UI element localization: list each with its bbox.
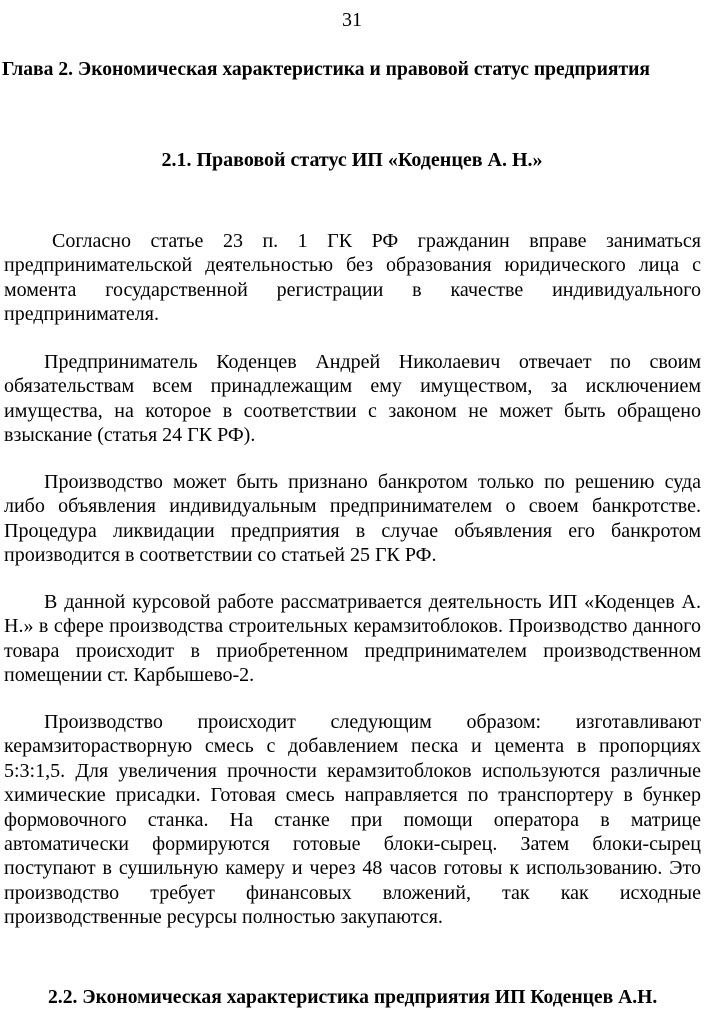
paragraph-5: Производство происходит следующим образом: изготавливают керамзиторастворную смесь с добавлением песка и цемента в пропорциях 5:3:1,5. Для увеличения прочности керамзитоблоков используются различные химические присадки. Готовая смесь направляется по транспортеру в бункер формовочного станка. На станке при помощи оператора в матрице автоматически формируются готовые блоки-сырец. Затем блоки-сырец поступают в сушильную камеру и через 48 часов готовы к использованию. Это производство требует финансовых вложений, так как исходные производственные ресурсы полностью закупаются. [4, 711, 701, 929]
paragraph-1: Согласно статье 23 п. 1 ГК РФ гражданин вправе заниматься предпринимательской деятельностью без образования юридического лица с момента государственной регистрации в качестве индивидуального предпринимателя. [4, 230, 701, 326]
page-number: 31 [342, 9, 362, 31]
chapter-title: Глава 2. Экономическая характеристика и правовой статус предприятия [2, 59, 650, 80]
paragraph-3: Производство может быть признано банкротом только по решению суда либо объявления индивидуальным предпринимателем о своем банкротстве. Процедура ликвидации предприятия в случае объявления его банкротом производится в соответствии со статьей 25 ГК РФ. [4, 471, 701, 567]
paragraph-4: В данной курсовой работе рассматривается деятельность ИП «Коденцев А. Н.» в сфере производства строительных керамзитоблоков. Производство данного товара происходит в приобретенном предпринимателем производственном помещении ст. Карбышево-2. [4, 591, 701, 687]
paragraph-2: Предприниматель Коденцев Андрей Николаевич отвечает по своим обязательствам всем принадлежащим ему имуществом, за исключением имущества, на которое в соответствии с законом не может быть обращено взыскание (статья 24 ГК РФ). [4, 351, 701, 447]
section-title-2-1: 2.1. Правовой статус ИП «Коденцев А. Н.» [161, 149, 543, 171]
section-title-2-2: 2.2. Экономическая характеристика предприятия ИП Коденцев А.Н. [48, 987, 658, 1008]
